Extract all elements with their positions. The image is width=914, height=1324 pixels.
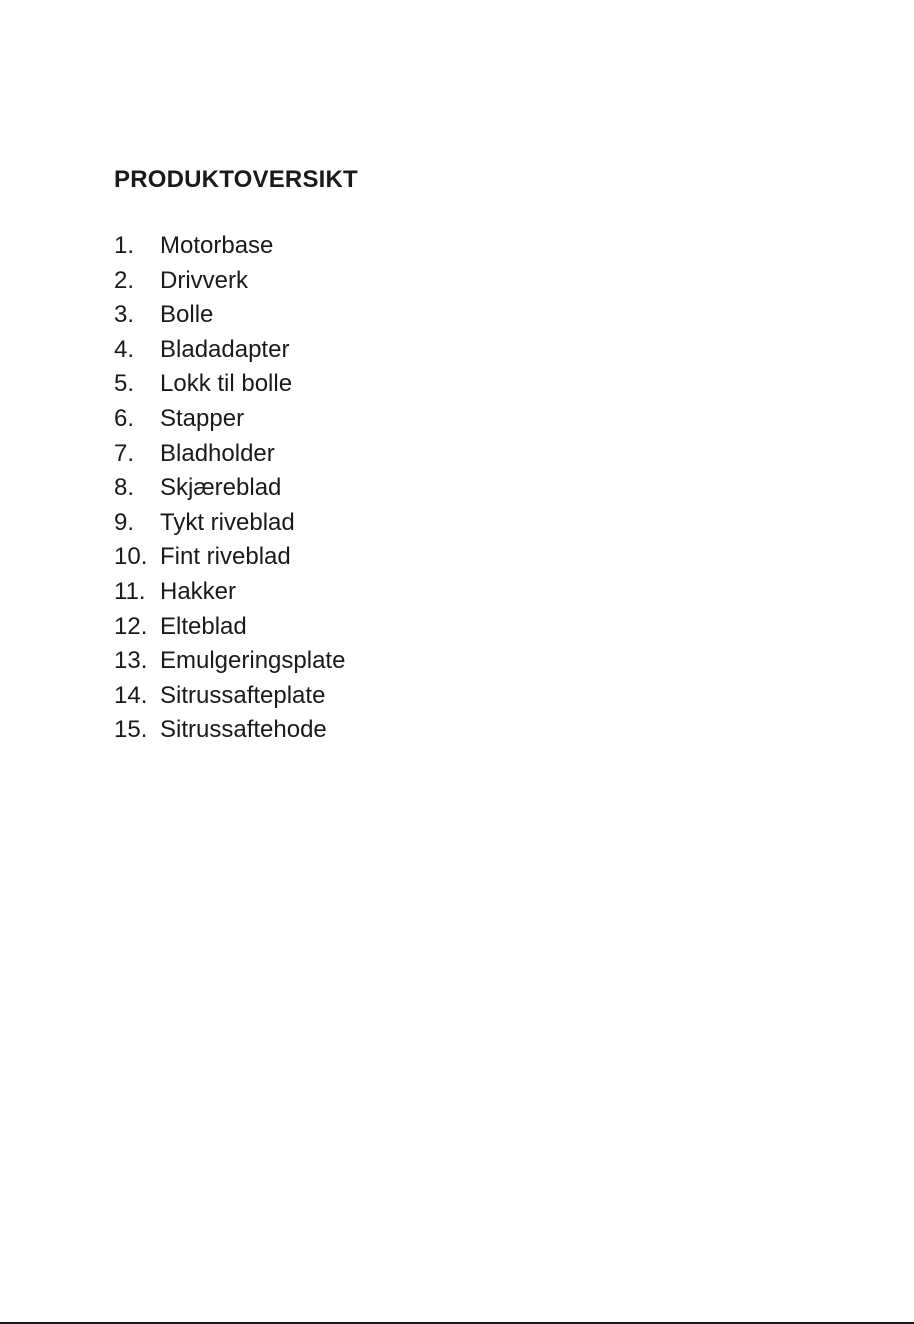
item-label: Bladadapter	[160, 335, 290, 363]
list-item	[114, 333, 345, 368]
list-item	[114, 610, 345, 645]
item-label: Emulgeringsplate	[160, 647, 346, 675]
list-item	[114, 644, 345, 679]
list-item	[114, 402, 345, 437]
item-number: 13.	[114, 647, 148, 675]
item-label: Sitrussaftehode	[160, 716, 327, 744]
list-item	[114, 679, 345, 714]
list-item	[114, 437, 345, 472]
item-label: Bolle	[160, 301, 214, 329]
item-number: 7.	[114, 439, 135, 467]
item-label: Tykt riveblad	[160, 508, 295, 536]
list-item	[114, 229, 345, 264]
list-item	[114, 713, 345, 748]
item-number: 5.	[114, 370, 135, 398]
item-number: 4.	[114, 335, 135, 363]
list-item	[114, 575, 345, 610]
item-label: Drivverk	[160, 266, 248, 294]
list-item	[114, 264, 345, 299]
item-number: 6.	[114, 404, 135, 432]
item-number: 14.	[114, 681, 148, 709]
list-item	[114, 367, 345, 402]
item-label: Fint riveblad	[160, 543, 291, 571]
item-label: Elteblad	[160, 612, 247, 640]
list-item	[114, 540, 345, 575]
item-label: Bladholder	[160, 439, 275, 467]
item-number: 15.	[114, 716, 148, 744]
item-number: 3.	[114, 301, 135, 329]
item-number: 11.	[114, 577, 146, 605]
item-label: Hakker	[160, 577, 237, 605]
list-item	[114, 298, 345, 333]
item-label: Motorbase	[160, 232, 274, 259]
page-title: PRODUKTOVERSIKT	[114, 166, 358, 193]
parts-list	[114, 229, 345, 748]
item-label: Lokk til bolle	[160, 370, 293, 398]
item-number: 2.	[114, 266, 135, 294]
list-item	[114, 506, 345, 541]
item-number: 1.	[114, 232, 135, 259]
item-number: 10.	[114, 543, 148, 571]
item-number: 12.	[114, 612, 148, 640]
item-label: Skjæreblad	[160, 474, 282, 502]
item-number: 9.	[114, 508, 135, 536]
item-label: Stapper	[160, 404, 245, 432]
item-label: Sitrussafteplate	[160, 681, 326, 709]
list-item	[114, 471, 345, 506]
item-number: 8.	[114, 474, 135, 502]
